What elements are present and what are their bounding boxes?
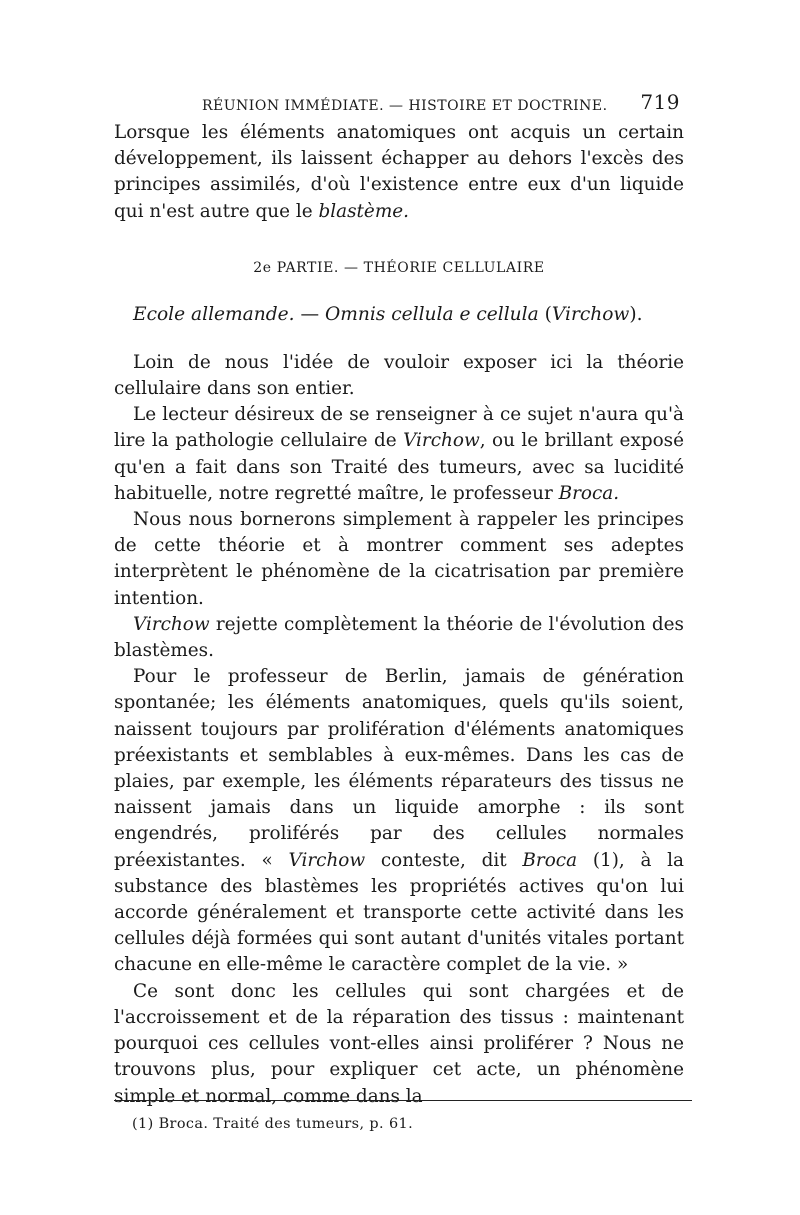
subtitle-motto: Omnis cellula e cellula bbox=[324, 303, 539, 325]
p4-name-virchow: Virchow bbox=[133, 613, 210, 635]
section-subtitle bbox=[114, 302, 684, 328]
subtitle-school: Ecole allemande. bbox=[133, 303, 295, 325]
p2-text-a: Le lecteur désireux de se renseigner à ce sujet n'aura qu'à lire la pathologie cellulaire de bbox=[114, 404, 684, 452]
paragraph-5 bbox=[114, 664, 684, 978]
p5-text-c: (1), à la substance des blastèmes les propriétés actives qu'on lui accorde généralement et transporte cette activité dans les cellules déjà formées qui sont autant d'unités vitales portant chacune en elle-même le caractère complet de la vie. » bbox=[114, 849, 684, 976]
paragraph-1: Loin de nous l'idée de vouloir exposer ici la théorie cellulaire dans son entier. bbox=[114, 351, 684, 400]
footnote bbox=[132, 1116, 413, 1132]
intro-text: Lorsque les éléments anatomiques ont acquis un certain développement, ils laissent échapper au dehors l'excès des principes assimilés, d'où l'existence entre eux d'un liquide qui n'est autre que le bbox=[114, 122, 684, 222]
p5-name-broca: Broca bbox=[522, 849, 578, 871]
p2-name-broca: Broca. bbox=[558, 482, 620, 504]
running-head bbox=[114, 90, 684, 120]
paragraph-3: Nous nous bornerons simplement à rappeler les principes de cette théorie et à montrer comment ses adeptes interprètent le phénomène de la cicatrisation par première intention. bbox=[114, 509, 684, 609]
p5-text-a: Pour le professeur de Berlin, jamais de génération spontanée; les éléments anatomiques, quels qu'ils soient, naissent toujours par prolifération d'éléments anatomiques préexistants et semblables à eux-mêmes. Dans les cas de plaies, par exemple, les éléments réparateurs des tissus ne naissent jamais dans un liquide amorphe : ils sont engendrés, proliférés par des cellules normales préexistantes. « bbox=[114, 666, 684, 871]
section-title: 2e PARTIE. — THÉORIE CELLULAIRE bbox=[253, 259, 545, 276]
paragraph-6: Ce sont donc les cellules qui sont chargées et de l'accroissement et de la réparation des tissus : maintenant pourquoi ces cellules vont-elles ainsi proliférer ? Nous ne trouvons plus, pour expliquer cet acte, un phénomène simple et normal, comme dans la bbox=[114, 980, 684, 1107]
subtitle-dash: — bbox=[300, 303, 320, 325]
page-number: 719 bbox=[640, 90, 680, 114]
p5-text-b: conteste, dit bbox=[365, 849, 523, 871]
p2-text-b: , ou le brillant exposé qu'en a fait dans son Traité des tumeurs, avec sa lucidité habituelle, notre regretté maître, le professeur bbox=[114, 430, 684, 504]
subtitle-author: Virchow bbox=[551, 303, 630, 325]
footnote-rule bbox=[114, 1100, 692, 1101]
p4-text: rejette complètement la théorie de l'évolution des blastèmes. bbox=[114, 613, 684, 662]
subtitle-author-close: ). bbox=[629, 303, 643, 325]
intro-paragraph bbox=[114, 120, 684, 225]
p5-name-virchow: Virchow bbox=[288, 849, 366, 871]
footnote-text: Broca. Traité des tumeurs, p. 61. bbox=[158, 1116, 414, 1132]
book-page bbox=[114, 90, 684, 1132]
footnote-marker: (1) bbox=[132, 1116, 154, 1132]
intro-term: blastème. bbox=[318, 200, 409, 222]
running-title: RÉUNION IMMÉDIATE. — HISTOIRE ET DOCTRINE. bbox=[202, 98, 608, 114]
paragraph-4 bbox=[114, 612, 684, 664]
p2-name-virchow: Virchow bbox=[403, 430, 480, 452]
paragraph-2 bbox=[114, 402, 684, 507]
subtitle-author-open: ( bbox=[544, 303, 552, 325]
